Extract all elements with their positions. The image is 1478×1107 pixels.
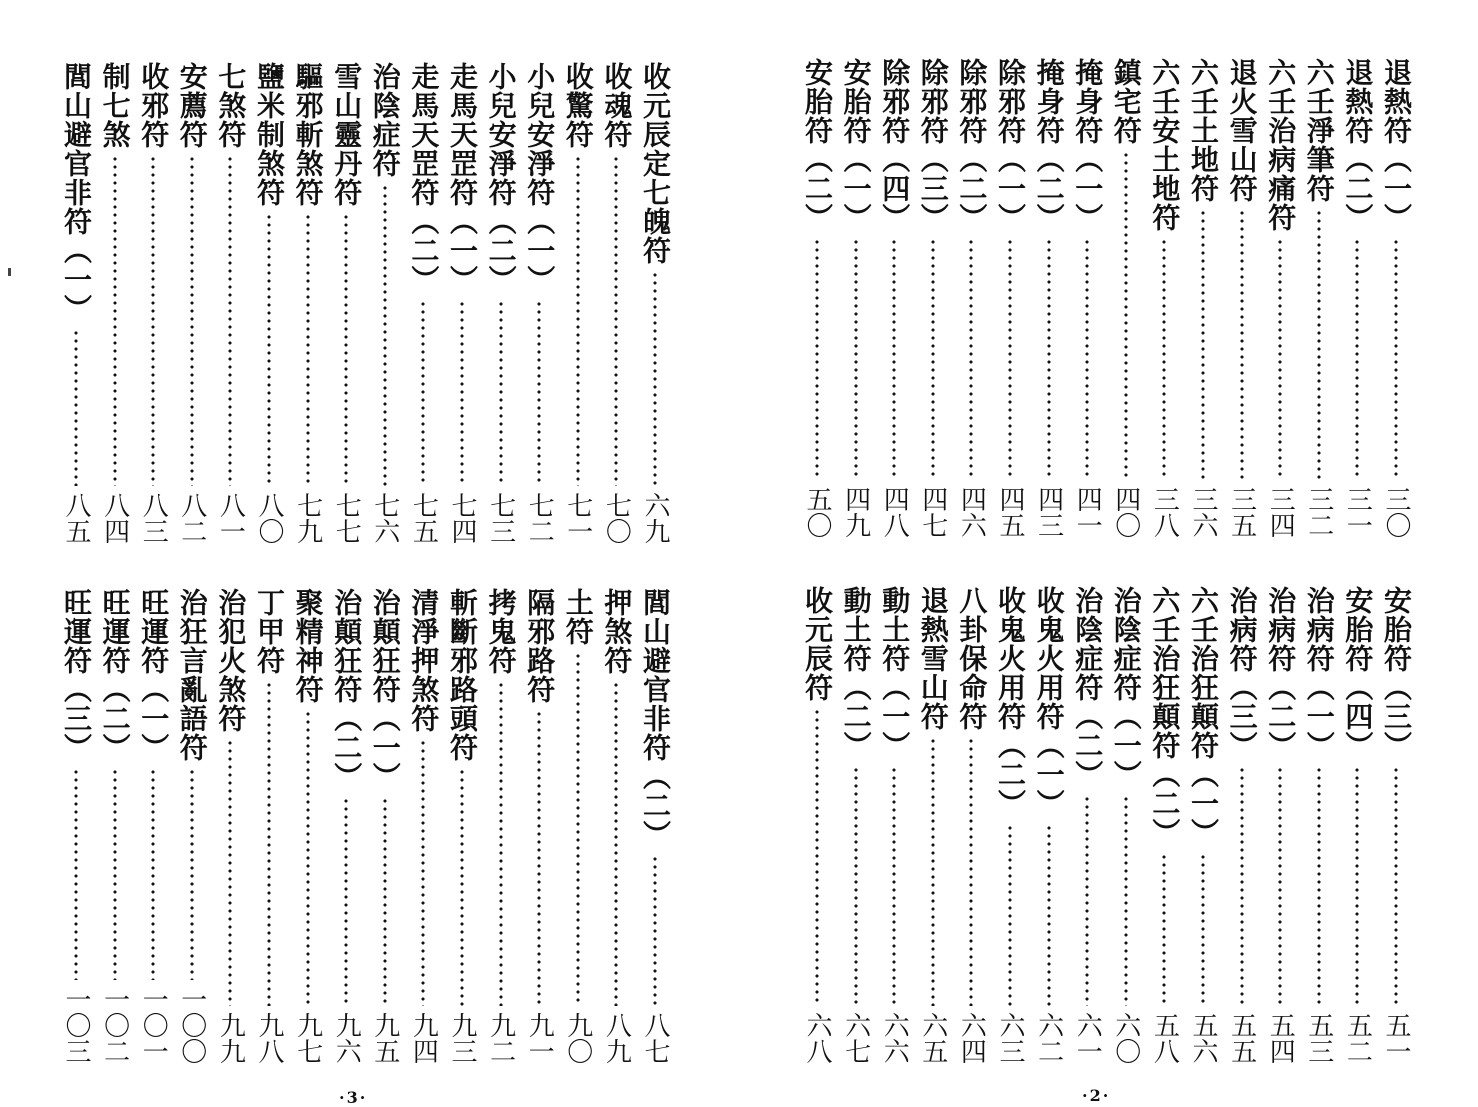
toc-entry-title: 鹽米制煞符: [253, 62, 286, 207]
dot-leader: [267, 213, 271, 486]
dot-leader: [267, 681, 271, 1006]
toc-entry-title: 除邪符（二）: [955, 58, 989, 232]
dot-leader: [614, 155, 618, 486]
dot-leader: [499, 681, 503, 1006]
toc-entry-title: 安胎符（一）: [839, 58, 873, 232]
toc-entry-page-number: 六一: [1072, 1012, 1103, 1064]
toc-entry-title: 鎮宅符: [1109, 58, 1143, 145]
dot-leader: [190, 155, 194, 486]
page-folio: ·3·: [339, 1088, 368, 1107]
toc-entry: [522, 62, 556, 544]
dot-leader: [614, 681, 618, 1006]
toc-entry-page-number: 七三: [485, 492, 516, 544]
dot-leader: [931, 238, 935, 480]
toc-entry-title: 走馬天罡符（一）: [446, 62, 479, 294]
toc-entry-title: 除邪符（三）: [916, 58, 950, 232]
toc-entry-page-number: 九八: [254, 1012, 284, 1064]
toc-entry: [1032, 586, 1066, 1064]
toc-entry-page-number: 八〇: [254, 492, 284, 544]
dot-leader: [421, 739, 425, 1006]
toc-entry-page-number: 三〇: [1381, 486, 1411, 538]
toc-entry-page-number: 四九: [840, 486, 871, 538]
dot-leader: [344, 213, 348, 486]
dot-leader: [537, 710, 541, 1006]
toc-entry: [484, 62, 518, 544]
toc-entry-title: 小兒安淨符（一）: [523, 62, 557, 294]
toc-entry-title: 走馬天罡符（二）: [407, 62, 441, 294]
toc-entry-page-number: 六〇: [1110, 1012, 1141, 1064]
toc-entry-title: 治陰症符（二）: [1071, 586, 1105, 789]
toc-entry-title: 治病符（一）: [1302, 586, 1336, 760]
toc-entry: [329, 62, 363, 544]
toc-entry-title: 八卦保命符: [955, 586, 989, 731]
toc-entry: [561, 62, 595, 544]
dot-leader: [228, 155, 232, 486]
toc-entry: [1032, 58, 1066, 538]
toc-entry: [213, 62, 247, 544]
dot-leader: [1240, 766, 1244, 1006]
toc-entry-page-number: 九六: [331, 1012, 362, 1064]
toc-entry: [993, 586, 1027, 1064]
toc-entry: [406, 62, 440, 544]
toc-entry-page-number: 五一: [1381, 1012, 1411, 1064]
toc-entry-title: 退熱雪山符: [916, 586, 950, 731]
toc-entry: [916, 58, 950, 538]
dot-leader: [815, 708, 819, 1006]
toc-entry: [877, 586, 911, 1064]
toc-entry-page-number: 五二: [1342, 1012, 1373, 1064]
dot-leader: [653, 271, 657, 486]
toc-entry: [98, 62, 132, 544]
dot-leader: [1162, 238, 1166, 480]
dot-leader: [344, 797, 348, 1006]
toc-entry: [291, 62, 325, 544]
toc-entry: [1147, 58, 1181, 538]
toc-entry-page-number: 三四: [1265, 486, 1296, 538]
dot-leader: [969, 238, 973, 480]
toc-entry-title: 退火雪山符: [1225, 58, 1259, 203]
toc-entry-title: 旺運符（一）: [137, 588, 171, 762]
dot-leader: [892, 766, 896, 1006]
dot-leader: [854, 766, 858, 1006]
toc-entry-title: 驅邪斬煞符: [291, 62, 325, 207]
dot-leader: [383, 797, 387, 1006]
toc-entry: [1147, 586, 1181, 1064]
toc-entry-title: 動土符（一）: [878, 586, 912, 760]
toc-entry-title: 丁甲符: [253, 588, 286, 675]
toc-entry-title: 清淨押煞符: [407, 588, 441, 733]
toc-entry-title: 旺運符（二）: [98, 588, 132, 762]
toc-entry-page-number: 六六: [879, 1012, 910, 1064]
toc-entry: [175, 588, 209, 1064]
toc-entry-title: 小兒安淨符（二）: [484, 62, 518, 294]
toc-entry: [1340, 58, 1374, 538]
toc-entry-title: 掩身符（二）: [1032, 58, 1066, 232]
toc-entry-page-number: 九三: [447, 1012, 477, 1064]
dot-leader: [306, 710, 310, 1006]
toc-entry: [1070, 58, 1104, 538]
toc-entry: [638, 62, 672, 544]
toc-entry-title: 六壬淨筆符: [1302, 58, 1336, 203]
dot-leader: [421, 300, 425, 486]
toc-entry: [59, 588, 93, 1064]
toc-entry-page-number: 七四: [447, 492, 477, 544]
toc-entry: [1070, 586, 1104, 1064]
toc-entry-title: 閭山避官非符（一）: [60, 62, 93, 323]
toc-entry: [1379, 586, 1413, 1064]
dot-leader: [1355, 766, 1359, 1006]
toc-entry-page-number: 四六: [956, 486, 987, 538]
toc-entry-page-number: 四七: [917, 486, 948, 538]
toc-entry-title: 安薦符: [175, 62, 209, 149]
toc-entry-page-number: 九九: [215, 1012, 246, 1064]
toc-entry-title: 六壬治狂顛符（一）: [1187, 586, 1220, 847]
toc-entry-page-number: 九二: [485, 1012, 516, 1064]
toc-entry-title: 治病符（二）: [1264, 586, 1298, 760]
toc-entry: [1225, 58, 1259, 538]
toc-entry-page-number: 八四: [99, 492, 130, 544]
toc-entry-page-number: 六四: [956, 1012, 987, 1064]
toc-entry: [993, 58, 1027, 538]
dot-leader: [1240, 209, 1244, 480]
toc-entry-page-number: 八七: [640, 1012, 670, 1064]
toc-entry: [252, 588, 286, 1064]
toc-entry: [445, 62, 479, 544]
toc-entry: [98, 588, 132, 1064]
toc-entry-page-number: 五四: [1265, 1012, 1296, 1064]
toc-entry: [954, 586, 988, 1064]
toc-entry-title: 六壬治病痛符: [1264, 58, 1298, 232]
toc-entry-page-number: 七一: [562, 492, 593, 544]
toc-entry-page-number: 三一: [1342, 486, 1373, 538]
toc-entry-title: 掩身符（一）: [1071, 58, 1105, 232]
dot-leader: [931, 737, 935, 1006]
toc-entry: [1340, 586, 1374, 1064]
toc-entry-title: 退熱符（一）: [1380, 58, 1413, 232]
dot-leader: [1201, 209, 1205, 480]
toc-entry-page-number: 四〇: [1110, 486, 1141, 538]
dot-leader: [1317, 766, 1321, 1006]
toc-entry: [599, 588, 633, 1064]
toc-entry: [1109, 586, 1143, 1064]
toc-entry: [445, 588, 479, 1064]
toc-entry-title: 押煞符: [600, 588, 634, 675]
dot-leader: [537, 300, 541, 486]
toc-entry: [406, 588, 440, 1064]
dot-leader: [151, 768, 155, 980]
toc-entry-title: 雪山靈丹符: [330, 62, 364, 207]
toc-entry-page-number: 七九: [292, 492, 323, 544]
toc-entry-title: 安胎符（三）: [1380, 586, 1413, 760]
toc-entry-title: 治犯火煞符: [214, 588, 248, 733]
toc-entry-title: 治狂言亂語符: [175, 588, 209, 762]
toc-entry-title: 安胎符（四）: [1341, 586, 1375, 760]
toc-entry: [1186, 586, 1220, 1064]
toc-entry-page-number: 四三: [1033, 486, 1064, 538]
toc-entry: [1302, 586, 1336, 1064]
toc-entry: [599, 62, 633, 544]
toc-entry-title: 治顛狂符（二）: [330, 588, 364, 791]
toc-entry-title: 閭山避官非符（二）: [639, 588, 672, 849]
scan-speck: [8, 268, 11, 276]
toc-entry-page-number: 九五: [369, 1012, 400, 1064]
toc-entry-page-number: 九〇: [562, 1012, 593, 1064]
toc-entry: [800, 58, 834, 538]
dot-leader: [1278, 766, 1282, 1006]
toc-entry-title: 旺運符（三）: [60, 588, 93, 762]
dot-leader: [113, 768, 117, 980]
toc-entry-title: 收魂符: [600, 62, 634, 149]
toc-entry-page-number: 五六: [1188, 1012, 1218, 1064]
toc-entry-title: 收鬼火用符（二）: [994, 586, 1027, 818]
dot-leader: [1085, 238, 1089, 480]
toc-entry-title: 斬斷邪路頭符: [446, 588, 479, 762]
toc-entry-page-number: 七二: [524, 492, 555, 544]
toc-entry-page-number: 四八: [879, 486, 910, 538]
dot-leader: [1162, 853, 1166, 1006]
toc-entry-title: 安胎符（二）: [801, 58, 834, 232]
toc-entry-title: 動土符（二）: [839, 586, 873, 760]
toc-entry-title: 收元辰定七魄符: [639, 62, 672, 265]
toc-entry: [1379, 58, 1413, 538]
toc-entry-page-number: 三六: [1188, 486, 1218, 538]
toc-entry-page-number: 六九: [640, 492, 670, 544]
toc-entry-page-number: 七六: [369, 492, 400, 544]
toc-entry-page-number: 一〇一: [138, 986, 169, 1064]
toc-entry-page-number: 九一: [524, 1012, 555, 1064]
dot-leader: [306, 213, 310, 486]
toc-entry: [522, 588, 556, 1064]
toc-entry-title: 退熱符（二）: [1341, 58, 1375, 232]
toc-entry-page-number: 八五: [61, 492, 91, 544]
toc-entry: [839, 58, 873, 538]
toc-entry-title: 收驚符: [561, 62, 595, 149]
toc-entry-title: 七煞符: [214, 62, 248, 149]
toc-entry-page-number: 一〇〇: [176, 986, 207, 1064]
toc-entry: [329, 588, 363, 1064]
dot-leader: [1124, 795, 1128, 1006]
dot-leader: [1008, 824, 1012, 1006]
dot-leader: [576, 155, 580, 486]
toc-entry-title: 土符: [561, 588, 595, 646]
toc-entry: [1109, 58, 1143, 538]
page-folio: ·2·: [1082, 1086, 1111, 1105]
toc-entry: [1302, 58, 1336, 538]
toc-entry-title: 六壬治狂顛符（二）: [1148, 586, 1182, 847]
dot-leader: [460, 300, 464, 486]
toc-entry: [368, 62, 402, 544]
dot-leader: [151, 155, 155, 486]
toc-entry: [136, 588, 170, 1064]
toc-entry: [638, 588, 672, 1064]
toc-entry-title: 制七煞: [98, 62, 132, 149]
toc-entry: [800, 586, 834, 1064]
toc-entry: [252, 62, 286, 544]
dot-leader: [1124, 151, 1128, 480]
toc-entry-page-number: 六八: [802, 1012, 832, 1064]
dot-leader: [499, 300, 503, 486]
dot-leader: [815, 238, 819, 480]
dot-leader: [1008, 238, 1012, 480]
dot-leader: [854, 238, 858, 480]
toc-entry-title: 治陰症符（一）: [1109, 586, 1143, 789]
dot-leader: [1317, 209, 1321, 480]
dot-leader: [576, 652, 580, 1006]
dot-leader: [1047, 238, 1051, 480]
toc-entry: [291, 588, 325, 1064]
dot-leader: [190, 768, 194, 980]
toc-entry: [136, 62, 170, 544]
toc-entry-page-number: 五三: [1303, 1012, 1334, 1064]
toc-entry: [916, 586, 950, 1064]
toc-entry-page-number: 九四: [408, 1012, 439, 1064]
dot-leader: [969, 737, 973, 1006]
toc-entry: [877, 58, 911, 538]
toc-entry-title: 隔邪路符: [523, 588, 557, 704]
toc-entry-title: 拷鬼符: [484, 588, 518, 675]
toc-entry-page-number: 八三: [138, 492, 169, 544]
toc-entry: [839, 586, 873, 1064]
toc-entry-page-number: 三五: [1226, 486, 1257, 538]
toc-entry-title: 聚精神符: [291, 588, 325, 704]
dot-leader: [1085, 795, 1089, 1006]
dot-leader: [74, 768, 78, 980]
toc-entry: [59, 62, 93, 544]
toc-entry: [175, 62, 209, 544]
dot-leader: [653, 855, 657, 1006]
toc-entry-page-number: 三二: [1303, 486, 1334, 538]
toc-entry: [1225, 586, 1259, 1064]
toc-entry-page-number: 四一: [1072, 486, 1103, 538]
toc-entry: [1263, 58, 1297, 538]
toc-entry: [484, 588, 518, 1064]
toc-entry-title: 除邪符（四）: [878, 58, 912, 232]
dot-leader: [1047, 824, 1051, 1006]
dot-leader: [1394, 238, 1398, 480]
toc-entry-page-number: 四五: [995, 486, 1025, 538]
dot-leader: [1394, 766, 1398, 1006]
dot-leader: [383, 184, 387, 486]
dot-leader: [1201, 853, 1205, 1006]
toc-entry-title: 治病符（三）: [1225, 586, 1259, 760]
dot-leader: [1355, 238, 1359, 480]
toc-entry-title: 治陰症符: [368, 62, 402, 178]
toc-entry-title: 六壬土地符: [1187, 58, 1220, 203]
toc-entry-page-number: 八九: [601, 1012, 632, 1064]
toc-entry-page-number: 五五: [1226, 1012, 1257, 1064]
toc-entry-title: 六壬安土地符: [1148, 58, 1182, 232]
toc-entry-title: 除邪符（一）: [994, 58, 1027, 232]
toc-entry-title: 收邪符: [137, 62, 171, 149]
toc-entry-page-number: 七七: [331, 492, 362, 544]
toc-entry: [368, 588, 402, 1064]
dot-leader: [892, 238, 896, 480]
toc-entry-page-number: 八二: [176, 492, 207, 544]
toc-entry-page-number: 九七: [292, 1012, 323, 1064]
toc-entry-page-number: 六二: [1033, 1012, 1064, 1064]
toc-entry: [1263, 586, 1297, 1064]
toc-entry: [561, 588, 595, 1064]
toc-entry: [954, 58, 988, 538]
toc-entry-page-number: 五八: [1149, 1012, 1180, 1064]
toc-entry-page-number: 七〇: [601, 492, 632, 544]
dot-leader: [228, 739, 232, 1006]
dot-leader: [460, 768, 464, 1006]
toc-entry-page-number: 六三: [995, 1012, 1025, 1064]
toc-entry-title: 收元辰符: [801, 586, 834, 702]
toc-entry-page-number: 五〇: [802, 486, 832, 538]
toc-entry-title: 收鬼火用符（一）: [1032, 586, 1066, 818]
toc-entry-page-number: 一〇三: [61, 986, 91, 1064]
dot-leader: [1278, 238, 1282, 480]
toc-entry-page-number: 六五: [917, 1012, 948, 1064]
dot-leader: [74, 329, 78, 486]
toc-entry: [213, 588, 247, 1064]
toc-entry-page-number: 七五: [408, 492, 439, 544]
toc-entry-title: 治顛狂符（一）: [368, 588, 402, 791]
dot-leader: [113, 155, 117, 486]
toc-entry-page-number: 八一: [215, 492, 246, 544]
toc-entry-page-number: 三八: [1149, 486, 1180, 538]
toc-entry-page-number: 一〇二: [99, 986, 130, 1064]
toc-entry: [1186, 58, 1220, 538]
toc-entry-page-number: 六七: [840, 1012, 871, 1064]
